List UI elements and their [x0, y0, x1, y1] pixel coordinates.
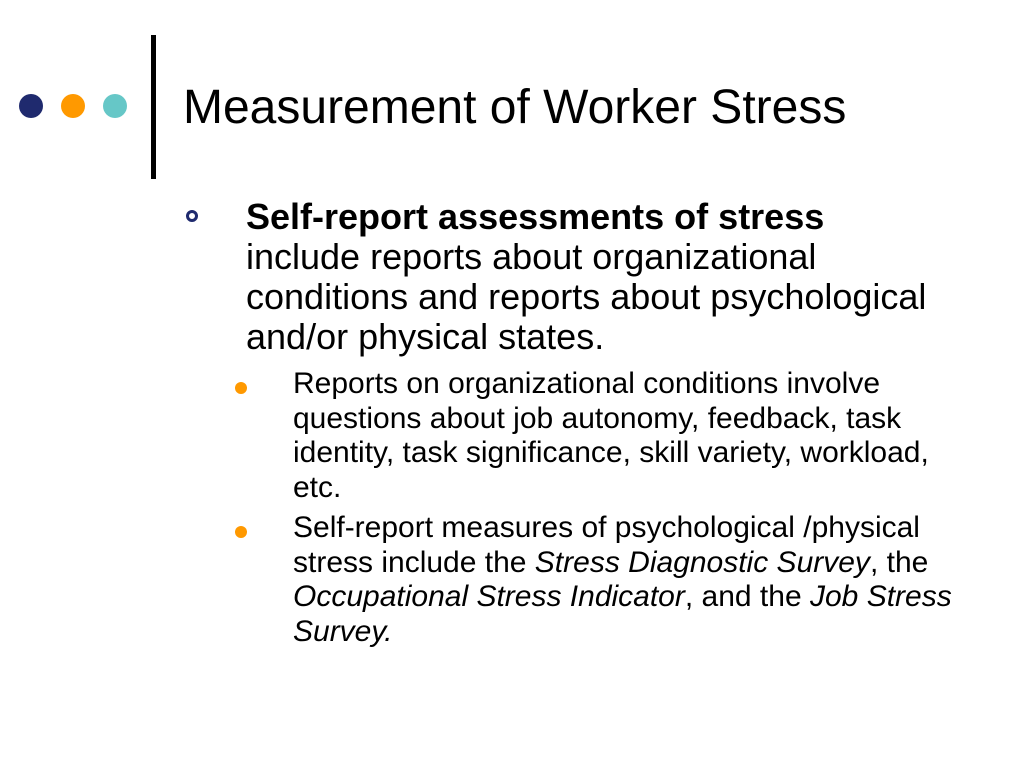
decorative-dot-teal [103, 94, 127, 118]
survey-name-job-stress: Job Stress Survey. [293, 580, 952, 648]
bullet-body-text: include reports about organizational conditions and reports about psychological and/or physical states. [246, 236, 927, 357]
sub-bullet-organizational-conditions: Reports on organizational conditions involve questions about job autonomy, feedback, task identity, task significance, skill variety, workload, etc. [293, 367, 929, 504]
decorative-dot-navy [19, 94, 43, 118]
sub-bullet-text-part: Self-report measures of psychological /physical stress include the [293, 511, 920, 579]
survey-name-occupational-stress: Occupational Stress Indicator [293, 580, 685, 613]
survey-name-stress-diagnostic: Stress Diagnostic Survey [534, 545, 870, 579]
bullet-item-self-report [246, 197, 946, 357]
title-divider [151, 35, 156, 179]
orange-dot-bullet-icon [235, 526, 247, 538]
sub-bullet-text-part: , and the [684, 580, 810, 613]
hollow-circle-bullet-icon [186, 210, 198, 222]
decorative-dot-orange [61, 94, 85, 118]
bullet-bold-lead: Self-report assessments of stress [246, 196, 825, 237]
sub-bullet-self-report-measures [293, 511, 953, 649]
sub-bullet-text-part: , the [869, 545, 929, 579]
orange-dot-bullet-icon [235, 382, 247, 394]
slide-title: Measurement of Worker Stress [183, 81, 847, 134]
